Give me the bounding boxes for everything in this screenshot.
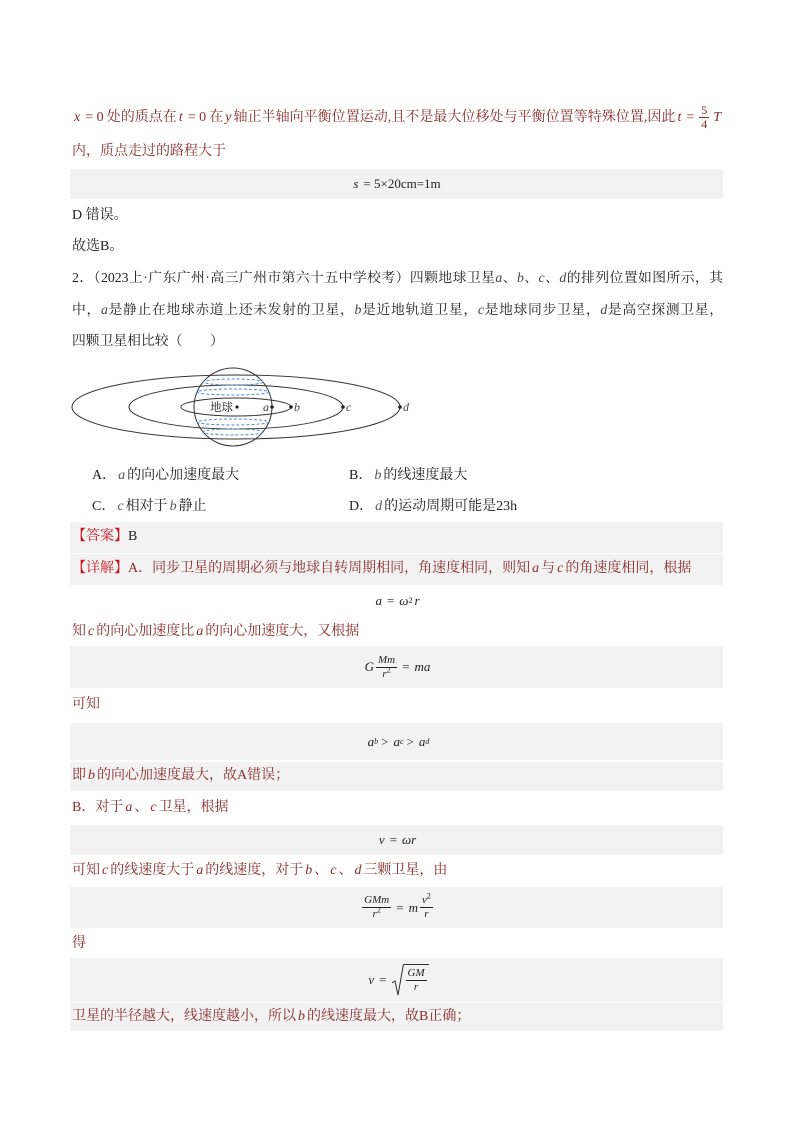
detail-line: 可知	[72, 697, 100, 712]
math-variable: a	[375, 593, 382, 608]
detail-line	[72, 558, 723, 580]
math-variable: a	[196, 624, 204, 639]
fraction	[420, 891, 433, 921]
solution-line	[72, 104, 723, 132]
math-operator: >	[406, 733, 414, 749]
math-variable: b	[374, 468, 382, 483]
separator: 、	[338, 863, 353, 878]
math-variable: b	[354, 302, 362, 317]
latitude-line	[203, 379, 263, 385]
text-segment: 是高空探测卫星，	[607, 302, 723, 317]
option-text: 的运动周期可能是23h	[384, 499, 518, 514]
latitude-line	[203, 429, 263, 435]
text-segment: 处的质点在	[106, 110, 177, 125]
math-text: = 0	[187, 110, 207, 125]
math-superscript: 2	[426, 891, 431, 901]
math-variable: y	[225, 110, 232, 125]
text-segment: 的线速度最大，故B正确；	[307, 1009, 471, 1024]
satellite-a-label: a	[263, 400, 269, 414]
math-variable: r	[372, 908, 377, 920]
option-a	[92, 465, 239, 487]
answer-line	[72, 526, 723, 548]
text-segment: 在	[209, 110, 224, 125]
option-label: C．	[92, 499, 116, 514]
formula-linear-speed	[72, 825, 723, 855]
math-variable: r	[411, 832, 417, 847]
question-number: 2．	[72, 270, 94, 285]
fraction-denominator: r	[420, 907, 433, 921]
math-variable: a	[118, 468, 126, 483]
math-superscript: 2	[376, 905, 381, 915]
math-variable: x	[74, 110, 81, 125]
text-segment: 四颗地球卫星	[409, 270, 496, 285]
solution-conclusion: D 错误。	[72, 208, 128, 223]
math-variable: T	[713, 110, 722, 125]
math-variable: d	[354, 863, 362, 878]
text-segment: 是静止在地球赤道上还未发射的卫星，	[107, 302, 355, 317]
math-variable: t	[677, 110, 682, 125]
satellite-a-dot	[270, 405, 274, 409]
separator: 、	[314, 863, 329, 878]
math-variable: b	[88, 768, 95, 783]
text-segment: 的线速度大于	[110, 863, 195, 878]
math-variable: a	[125, 800, 133, 815]
math-superscript: 2	[386, 664, 391, 674]
math-variable: c	[102, 863, 109, 878]
separator: 、	[502, 270, 517, 285]
question-line	[72, 267, 723, 289]
separator: 、	[523, 270, 539, 285]
answer-label: 【答案】	[72, 529, 128, 544]
satellite-d-dot	[398, 405, 402, 409]
text-segment: A．同步卫星的周期必须与地球自转周期相同，角速度相同，则知	[128, 561, 531, 576]
text-segment: 卫星，根据	[158, 800, 229, 815]
text-segment: 与	[541, 561, 556, 576]
question-source: （2023上·广东广州·高三广州市第六十五中学校考）	[93, 270, 410, 285]
math-variable: t	[178, 110, 183, 125]
math-variable: d	[559, 270, 567, 285]
math-variable: b	[298, 1009, 305, 1024]
math-operator: =	[386, 593, 395, 608]
math-operator: =	[379, 972, 387, 987]
text-segment: 的向心加速度最大，故A错误；	[97, 768, 290, 783]
math-variable: a	[100, 302, 108, 317]
math-variable: a	[393, 733, 400, 749]
math-operator: =	[402, 659, 410, 674]
earth-sphere	[194, 368, 272, 446]
satellite-b-dot	[289, 405, 293, 409]
math-variable: a	[367, 733, 375, 749]
detail-line	[72, 765, 723, 787]
option-d	[349, 496, 517, 518]
detail-line: 得	[72, 936, 86, 951]
solution-choice: 故选B。	[72, 239, 124, 254]
question-line	[72, 299, 723, 321]
fraction	[362, 894, 391, 921]
latitude-line	[197, 389, 269, 395]
math-variable: r	[382, 667, 387, 680]
math-variable: ω	[401, 832, 412, 847]
option-text: 相对于	[125, 499, 168, 514]
text-segment: 的角速度相同，根据	[565, 561, 692, 576]
question-line: 四颗卫星相比较（ ）	[72, 333, 224, 348]
formula-orbital-speed	[72, 958, 723, 1002]
math-operator: =	[389, 832, 397, 847]
text-segment: 的向心加速度比	[96, 624, 195, 639]
fraction	[376, 654, 397, 681]
text-segment: 可知	[72, 863, 100, 878]
formula-gravitation	[72, 646, 723, 688]
math-variable: c	[477, 302, 484, 317]
math-variable: m	[408, 899, 418, 915]
text-segment: 知	[72, 624, 86, 639]
option-label: D．	[349, 499, 374, 514]
earth-center-dot	[235, 405, 238, 408]
text-segment: 即	[72, 768, 86, 783]
math-variable: s	[353, 176, 359, 191]
formula-distance	[72, 169, 723, 199]
fraction-denominator	[362, 907, 391, 921]
math-variable: c	[538, 270, 545, 285]
detail-line	[72, 621, 723, 643]
math-variable: a	[532, 561, 540, 576]
text-segment: 中，	[72, 302, 101, 317]
math-variable: v	[378, 832, 385, 847]
detail-label: 【详解】	[72, 561, 128, 576]
math-variable: c	[330, 863, 337, 878]
math-variable: r	[414, 593, 420, 608]
option-label: B．	[349, 468, 373, 483]
fraction	[406, 967, 427, 994]
latitude-line	[197, 419, 269, 425]
option-label: A．	[92, 468, 117, 483]
separator: 、	[134, 800, 149, 815]
fraction-denominator: 4	[701, 117, 708, 132]
satellite-c-label: c	[346, 400, 352, 414]
option-text: 静止	[178, 499, 207, 514]
fraction-numerator: Mm	[378, 653, 396, 666]
math-variable: a	[495, 270, 503, 285]
answer-value: B	[128, 529, 138, 544]
fraction-denominator	[376, 664, 397, 681]
math-variable: a	[196, 863, 204, 878]
math-variable: ω	[399, 593, 409, 608]
satellite-orbit-figure	[60, 360, 430, 455]
detail-line	[72, 860, 723, 882]
formula-acceleration-order: a b > a c > a d	[367, 733, 430, 749]
text-segment: 是地球同步卫星，	[483, 302, 601, 317]
math-variable: b	[169, 499, 177, 514]
satellite-b-label: b	[294, 400, 300, 414]
fraction-numerator: GMm	[364, 894, 390, 906]
text-segment: 是近地轨道卫星，	[361, 302, 478, 317]
formula-gravity-centripetal	[72, 887, 723, 928]
satellite-d-label: d	[403, 400, 409, 414]
math-variable: b	[516, 270, 524, 285]
math-variable: v	[421, 894, 427, 906]
math-variable: a	[418, 733, 426, 749]
option-text: 的线速度最大	[383, 468, 468, 483]
text-segment: B．对于	[72, 800, 124, 815]
math-variable: d	[375, 499, 383, 514]
solution-line: 内，质点走过的路程大于	[72, 144, 226, 159]
math-variable: c	[150, 800, 157, 815]
option-c	[92, 496, 207, 518]
math-variable: c	[557, 561, 564, 576]
math-operator: =	[396, 899, 404, 915]
text-segment: 卫星的半径越大，线速度越小，所以	[72, 1009, 296, 1024]
math-variable: b	[305, 863, 313, 878]
text-segment: 轴正半轴向平衡位置运动,且不是最大位移处与平衡位置等特殊位置,因此	[233, 110, 676, 125]
math-variable: G	[364, 659, 375, 674]
radicand	[404, 964, 429, 994]
option-text: 的向心加速度最大	[127, 468, 240, 483]
fraction-numerator	[420, 891, 433, 907]
separator: 、	[544, 270, 560, 285]
satellite-c-dot	[341, 405, 345, 409]
detail-line	[72, 797, 723, 819]
earth-label: 地球	[210, 402, 233, 414]
text-segment: 的向心加速度大，又根据	[205, 624, 360, 639]
text-segment: 的排列位置如图所示，其	[566, 270, 723, 285]
fraction-numerator: 5	[701, 104, 708, 118]
math-text: = 0	[85, 110, 104, 125]
square-root	[392, 963, 429, 997]
math-variable: c	[117, 499, 124, 514]
math-variable: c	[88, 624, 95, 639]
formula-centripetal: a = ω 2 r	[375, 593, 420, 608]
detail-line	[72, 1006, 723, 1028]
math-variable: v	[368, 972, 375, 987]
math-variable: d	[600, 302, 608, 317]
math-text: =	[686, 110, 695, 125]
fraction-numerator: GM	[407, 967, 425, 979]
text-segment: 的线速度，对于	[205, 863, 304, 878]
math-operator: >	[381, 733, 389, 749]
fraction	[699, 104, 709, 131]
math-variable: ma	[414, 659, 431, 674]
math-text: = 5×20cm=1m	[363, 176, 441, 191]
radical-sign-icon	[392, 963, 404, 997]
option-b	[349, 465, 467, 487]
text-segment: 三颗卫星，由	[363, 863, 448, 878]
fraction-denominator: r	[406, 980, 427, 994]
